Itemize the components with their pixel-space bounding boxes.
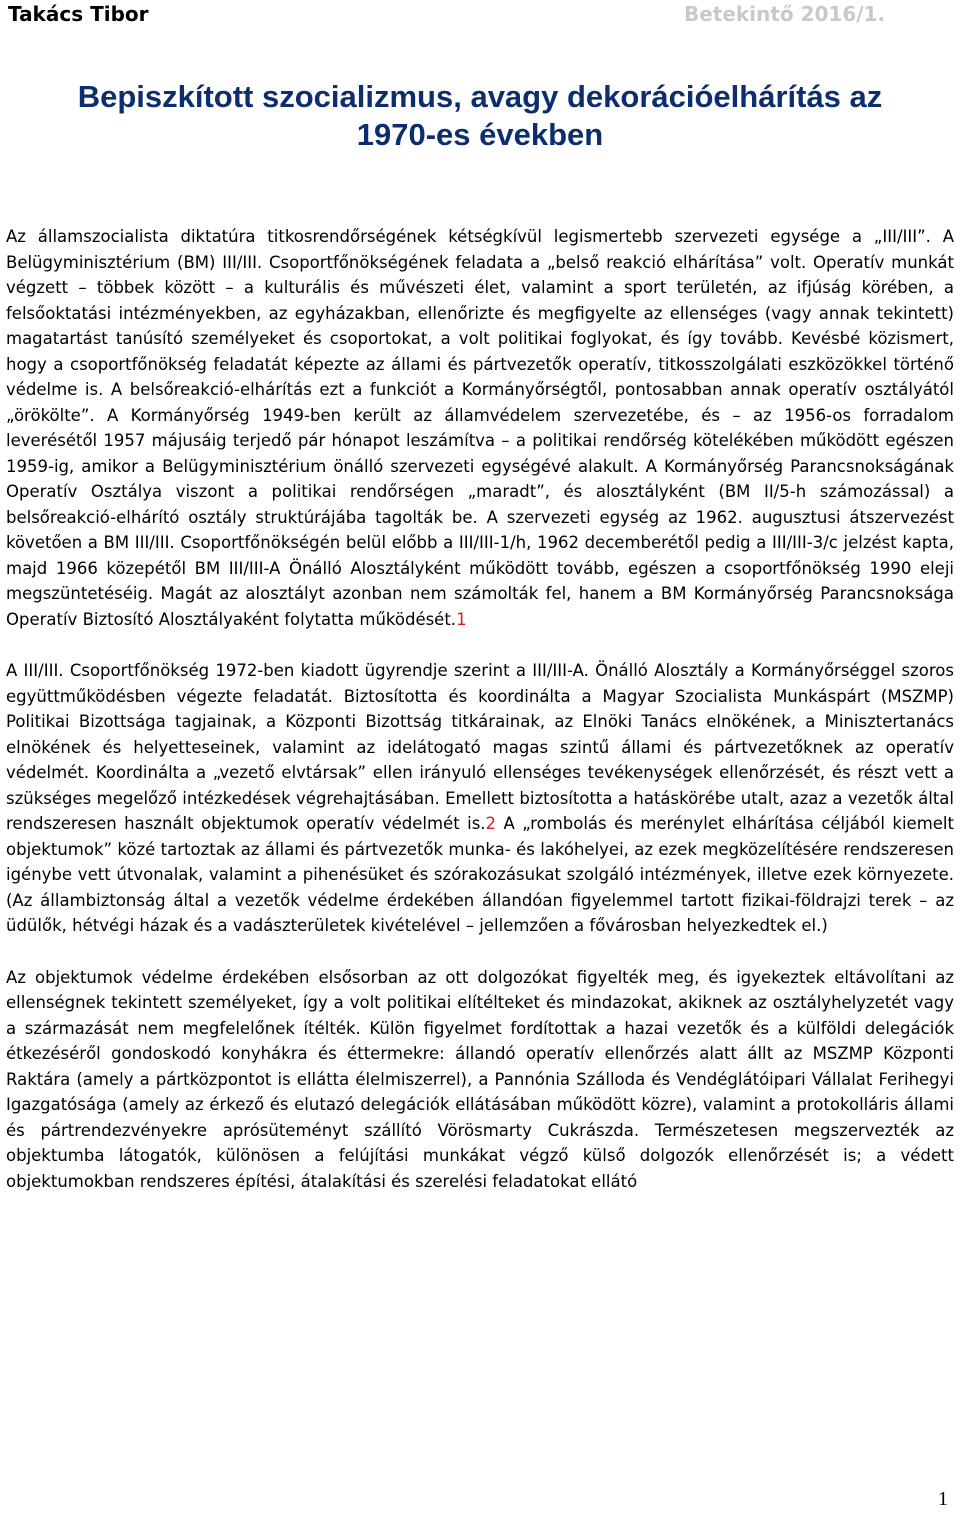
issue-label: Betekintő 2016/1. (684, 2, 886, 26)
page-header (8, 2, 948, 28)
footnote-ref-1[interactable]: 1 (456, 609, 467, 629)
article-title: Bepiszkított szocializmus, avagy dekorációelhárítás az 1970-es években (77, 79, 883, 152)
paragraph-1-text: Az államszocialista diktatúra titkosrendőrségének kétségkívül legismertebb szervezeti egysége a „III/III”. A Belügyminisztérium (BM) III/III. Csoportfőnökségének feladata a „belső reakció elhárítása” volt. Operatív munkát végzett – többek között – a kulturális és művészeti élet, valamint a sport területén, az ifjúság körében, a felsőoktatási intézményekben, az egyházakban, ellenőrizte és megfigyelte az ellenséges (vagy annak tekintett) magatartást tanúsító személyeket és csoportokat, a volt politikai foglyokat, és így tovább. Kevésbé közismert, hogy a csoportfőnökség feladatát képezte az állami és pártvezetők operatív, titkosszolgálati eszközökkel történő védelme is. A belsőreakció-elhárítás ezt a funkciót a Kormányőrségtől, pontosabban annak operatív osztályától „örökölte”. A Kormányőrség 1949-ben került az államvédelem szervezetébe, és – az 1956-os forradalom leverésétől 1957 májusáig terjedő pár hónapot leszámítva – a politikai rendőrség kötelékében működött egészen 1959-ig, amikor a Belügyminisztérium önálló szervezeti egységévé alakult. A Kormányőrség Parancsnokságának Operatív Osztálya viszont a politikai rendőrségen „maradt”, és alosztályként (BM II/5-h számozással) a belsőreakció-elhárító osztály struktúrájába tagolták be. A szervezeti egység az 1962. augusztusi átszervezést követően a BM III/III. Csoportfőnökségén belül előbb a III/III-1/h, 1962 decemberétől pedig a III/III-3/c jelzést kapta, majd 1966 közepétől BM III/III-A Önálló Alosztályként működött tovább, egészen a csoportfőnökség 1990 eleji megszüntetéséig. Magát az alosztályt azonban nem számolták fel, hanem a BM Kormányőrség Parancsnoksága Operatív Biztosító Alosztályaként folytatta működését. (6, 227, 954, 629)
footnote-ref-2[interactable]: 2 (485, 814, 497, 833)
paragraph-2 (6, 658, 954, 939)
page-number: 1 (938, 1488, 948, 1510)
paragraph-1 (6, 224, 954, 632)
article-body (6, 224, 954, 1194)
paragraph-2-text-a: A III/III. Csoportfőnökség 1972-ben kiadott ügyrendje szerint a III/III-A. Önálló Alosztály a Kormányőrséggel szoros együttműködésben végezte feladatát. Biztosította és koordinálta a Magyar Szocialista Munkáspárt (MSZMP) Politikai Bizottsága tagjainak, a Központi Bizottság titkárainak, az Elnöki Tanács elnökének, a Minisztertanács elnökének és helyetteseinek, valamint az idelátogató magas szintű állami és pártvezetőknek az operatív védelmét. Koordinálta a „vezető elvtársak” ellen irányuló ellenséges tevékenységek ellenőrzését, és részt vett a szükséges megelőző intézkedések végrehajtásában. Emellett biztosította a hatáskörébe utalt, azaz a vezetők által rendszeresen használt objektumok operatív védelmét is. (6, 661, 954, 833)
paragraph-2-text-b: A „rombolás és merénylet elhárítása céljából kiemelt objektumok” közé tartoztak az állami és pártvezetők munka- és lakóhelyei, az ezek megközelítésére rendszeresen igénybe vett útvonalak, valamint a pihenésüket és szórakozásukat szolgáló intézmények, illetve ezek környezete. (Az állambiztonság által a vezetők védelme érdekében állandóan figyelemmel tartott fizikai-földrajzi terek – az üdülők, hétvégi házak és a vadászterületek kivételével – jellemzően a fővárosban helyezkedtek el.) (6, 814, 954, 935)
paragraph-3-text: Az objektumok védelme érdekében elsősorban az ott dolgozókat figyelték meg, és igyekeztek eltávolítani az ellenségnek tekintett személyeket, így a volt politikai elítélteket és mindazokat, akiknek az osztályhelyzetét vagy a származását nem megfelelőnek ítélték. Külön figyelmet fordítottak a hazai vezetők és a külföldi delegációk étkezéséről gondoskodó konyhákra és éttermekre: állandó operatív ellenőrzés alatt állt az MSZMP Központi Raktára (amely a pártközpontot is ellátta élelmiszerrel), a Pannónia Szálloda és Vendéglátóipari Vállalat Ferihegyi Igazgatósága (amely az érkező és elutazó delegációk ellátásában működött közre), valamint a protokolláris állami és pártrendezvényekre aprósüteményt szállító Vörösmarty Cukrászda. Természetesen megszervezték az objektumba látogatók, különösen a felújítási munkákat végző külső dolgozók ellenőrzését is; a védett objektumokban rendszeres építési, átalakítási és szerelési feladatokat ellátó (6, 967, 954, 1191)
paragraph-3 (6, 965, 954, 1195)
author-name: Takács Tibor (8, 2, 149, 26)
